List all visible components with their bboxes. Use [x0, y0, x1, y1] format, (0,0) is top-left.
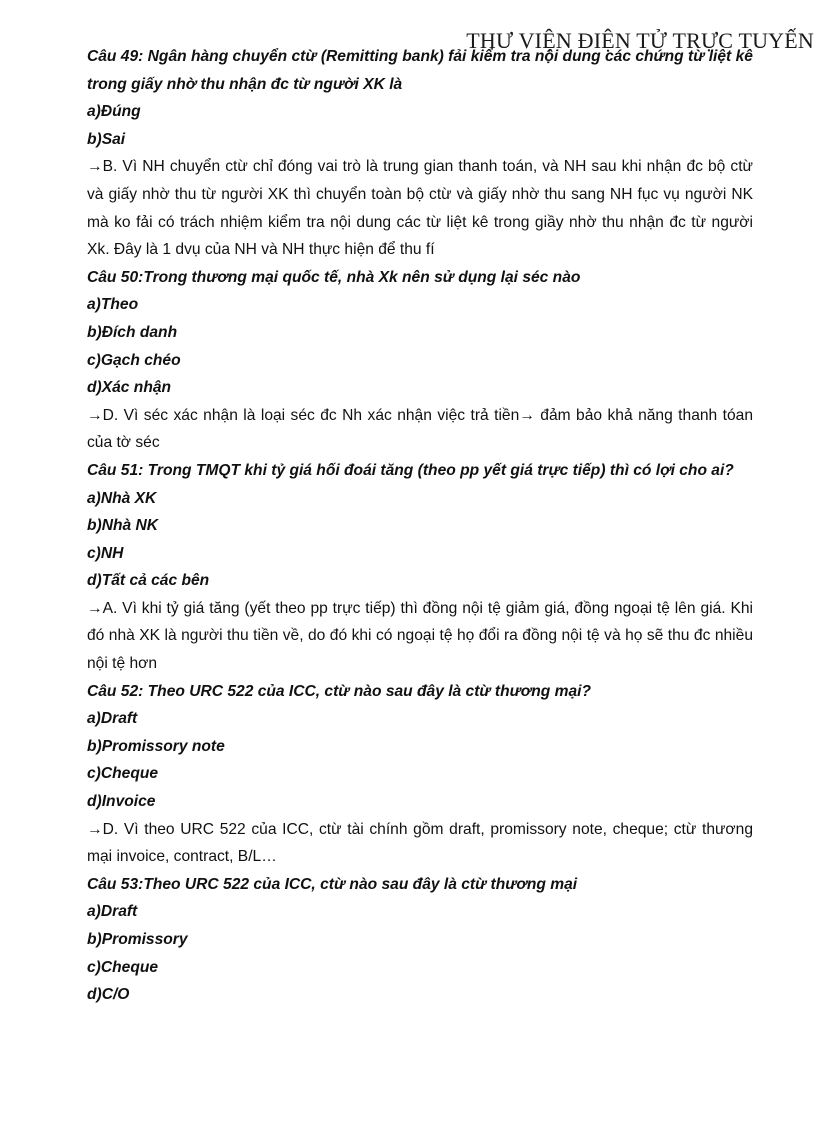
question-block-51 — [87, 457, 753, 678]
option-a: a)Nhà XK — [87, 489, 157, 507]
option-b: b)Sai — [87, 130, 126, 148]
answer-explanation: →D. Vì séc xác nhận là loại séc đc Nh xác nhận việc trả tiền→ đảm bảo khả năng thanh tóan của tờ séc — [87, 406, 753, 452]
question-block-52 — [87, 678, 753, 871]
option-a: a)Draft — [87, 710, 138, 728]
option-d: d)C/O — [87, 986, 130, 1004]
question-text: Câu 52: Theo URC 522 của ICC, ctừ nào sau đây là ctừ thương mại? — [87, 682, 591, 700]
question-text: Câu 49: Ngân hàng chuyển ctừ (Remitting bank) fải kiểm tra nội dung các chứng từ liệt kê trong giấy nhờ thu nhận đc từ người XK là — [87, 48, 753, 93]
option-b: b)Promissory — [87, 931, 188, 948]
question-block-53 — [87, 871, 753, 1009]
option-a: a)Theo — [87, 296, 139, 314]
watermark-text: THƯ VIỆN ĐIỆN TỬ TRỰC TUYẾN — [466, 28, 814, 53]
option-a: a)Draft — [87, 903, 138, 921]
option-c: c)Cheque — [87, 958, 159, 976]
document-page — [87, 43, 753, 1009]
option-d: d)Invoice — [87, 793, 156, 811]
question-text: Câu 50:Trong thương mại quốc tế, nhà Xk nên sử dụng lại séc nào — [87, 268, 581, 286]
question-text: Câu 51: Trong TMQT khi tỷ giá hối đoái tăng (theo pp yết giá trực tiếp) thì có lợi cho ai? — [87, 461, 734, 479]
option-d: d)Tất cả các bên — [87, 572, 210, 590]
option-d: d)Xác nhận — [87, 379, 172, 397]
option-a: a)Đúng — [87, 103, 141, 121]
answer-explanation: →D. Vì theo URC 522 của ICC, ctừ tài chính gồm draft, promissory note, cheque; ctừ thương mại invoice, contract, B/L… — [87, 820, 753, 866]
question-block-50 — [87, 264, 753, 457]
option-c: c)Cheque — [87, 765, 159, 783]
question-block-49 — [87, 43, 753, 264]
option-b: b)Promissory note — [87, 737, 225, 755]
option-b: b)Đích danh — [87, 323, 178, 341]
option-b: b)Nhà NK — [87, 517, 159, 535]
answer-explanation: →B. Vì NH chuyển ctừ chỉ đóng vai trò là trung gian thanh toán, và NH sau khi nhận đc bộ ctừ và giấy nhờ thu từ người XK thì chuyển toàn bộ ctừ và giấy nhờ thu sang NH fục vụ người NK mà ko fải có trách nhiệm kiểm tra nội dung các từ liệt kê trong giầy nhờ thu nhận đc từ người Xk. Đây là 1 dvụ của NH và NH thực hiện để thu fí — [87, 158, 753, 259]
question-text: Câu 53:Theo URC 522 của ICC, ctừ nào sau đây là ctừ thương mại — [87, 875, 578, 893]
answer-explanation: →A. Vì khi tỷ giá tăng (yết theo pp trực tiếp) thì đồng nội tệ giảm giá, đồng ngoại tệ lên giá. Khi đó nhà XK là người thu tiền về, do đó khi có ngoại tệ họ đổi ra đồng nội tệ và họ sẽ thu đc nhiều nội tệ hơn — [87, 599, 753, 673]
option-c: c)Gạch chéo — [87, 351, 181, 369]
option-c: c)NH — [87, 544, 124, 562]
